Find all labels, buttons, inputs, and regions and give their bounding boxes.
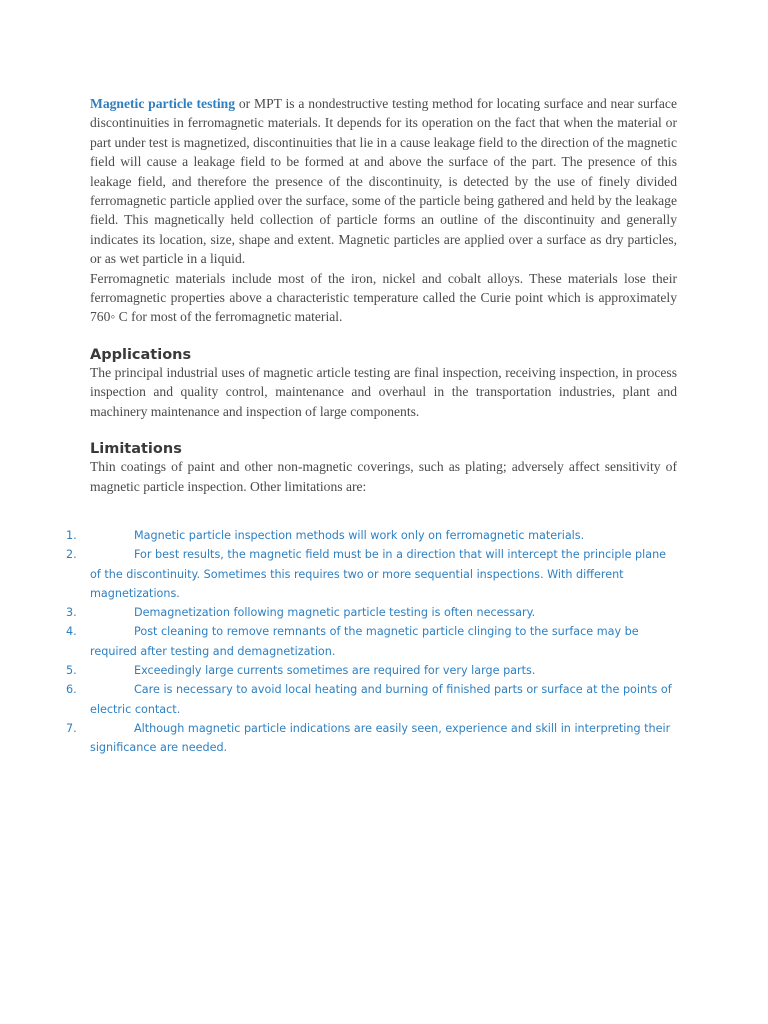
list-item-text: Although magnetic particle indications are easily seen, experience and skill in interpreting their significance are needed. xyxy=(90,721,671,755)
document-content xyxy=(90,94,677,496)
list-item-text: Post cleaning to remove remnants of the magnetic particle clinging to the surface may be required after testing and demagnetization. xyxy=(90,625,639,658)
list-item-text: Care is necessary to avoid local heating and burning of finished parts or surface at the points of electric contact. xyxy=(90,683,672,716)
applications-heading: Applications xyxy=(90,346,192,363)
list-item xyxy=(66,680,678,719)
limitations-heading: Limitations xyxy=(90,441,182,458)
ferromagnetic-text: Ferromagnetic materials include most of the iron, nickel and cobalt alloys. These materials lose their ferromagnetic properties above a characteristic temperature called the Curie point which is approximately 760◦ C for most of the ferromagnetic material. xyxy=(90,270,677,325)
limitations-list xyxy=(66,526,678,758)
list-item xyxy=(66,622,678,661)
limitations-body: Thin coatings of paint and other non-magnetic coverings, such as plating; adversely affect sensitivity of magnetic particle inspection. Other limitations are: xyxy=(90,459,677,494)
list-item xyxy=(66,661,678,680)
list-item-text: Demagnetization following magnetic particle testing is often necessary. xyxy=(134,606,536,620)
list-item xyxy=(66,526,678,545)
applications-body: The principal industrial uses of magnetic article testing are final inspection, receiving inspection, in process inspection and quality control, maintenance and overhaul in the transportation industries, plant and machinery maintenance and inspection of large components. xyxy=(90,364,677,419)
list-item-number: 2. xyxy=(66,548,77,562)
list-item-number: 3. xyxy=(66,606,77,620)
mpt-link[interactable]: Magnetic particle testing xyxy=(90,96,236,111)
list-item-text: For best results, the magnetic field must be in a direction that will intercept the principle plane of the discontinuity. Sometimes this requires two or more sequential inspections. With different magnetizations. xyxy=(90,548,667,600)
list-item-number: 5. xyxy=(66,664,77,678)
list-item xyxy=(66,545,678,603)
list-item xyxy=(66,603,678,622)
list-item-number: 1. xyxy=(66,529,77,542)
intro-text: or MPT is a nondestructive testing method for locating surface and near surface discontinuities in ferromagnetic materials. It depends for its operation on the fact that when the material or part under test is magnetized, discontinuities that lie in a cause leakage field to the direction of the magnetic field will cause a leakage field to be formed at and above the surface of the part. The presence of this leakage field, and therefore the presence of the discontinuity, is detected by the use of finely divided ferromagnetic particle applied over the surface, some of the particle being gathered and held by the leakage field. This magnetically held collection of particle forms an outline of the discontinuity and generally indicates its location, size, shape and extent. Magnetic particles are applied over a surface as dry particles, or as wet particle in a liquid. xyxy=(90,96,678,267)
list-item-number: 6. xyxy=(66,683,77,697)
list-item-text: Magnetic particle inspection methods will work only on ferromagnetic materials. xyxy=(134,529,585,542)
list-item xyxy=(66,719,678,758)
list-item-number: 7. xyxy=(66,721,77,735)
list-item-text: Exceedingly large currents sometimes are required for very large parts. xyxy=(134,664,536,678)
list-item-number: 4. xyxy=(66,625,77,639)
intro-paragraph xyxy=(90,94,677,327)
